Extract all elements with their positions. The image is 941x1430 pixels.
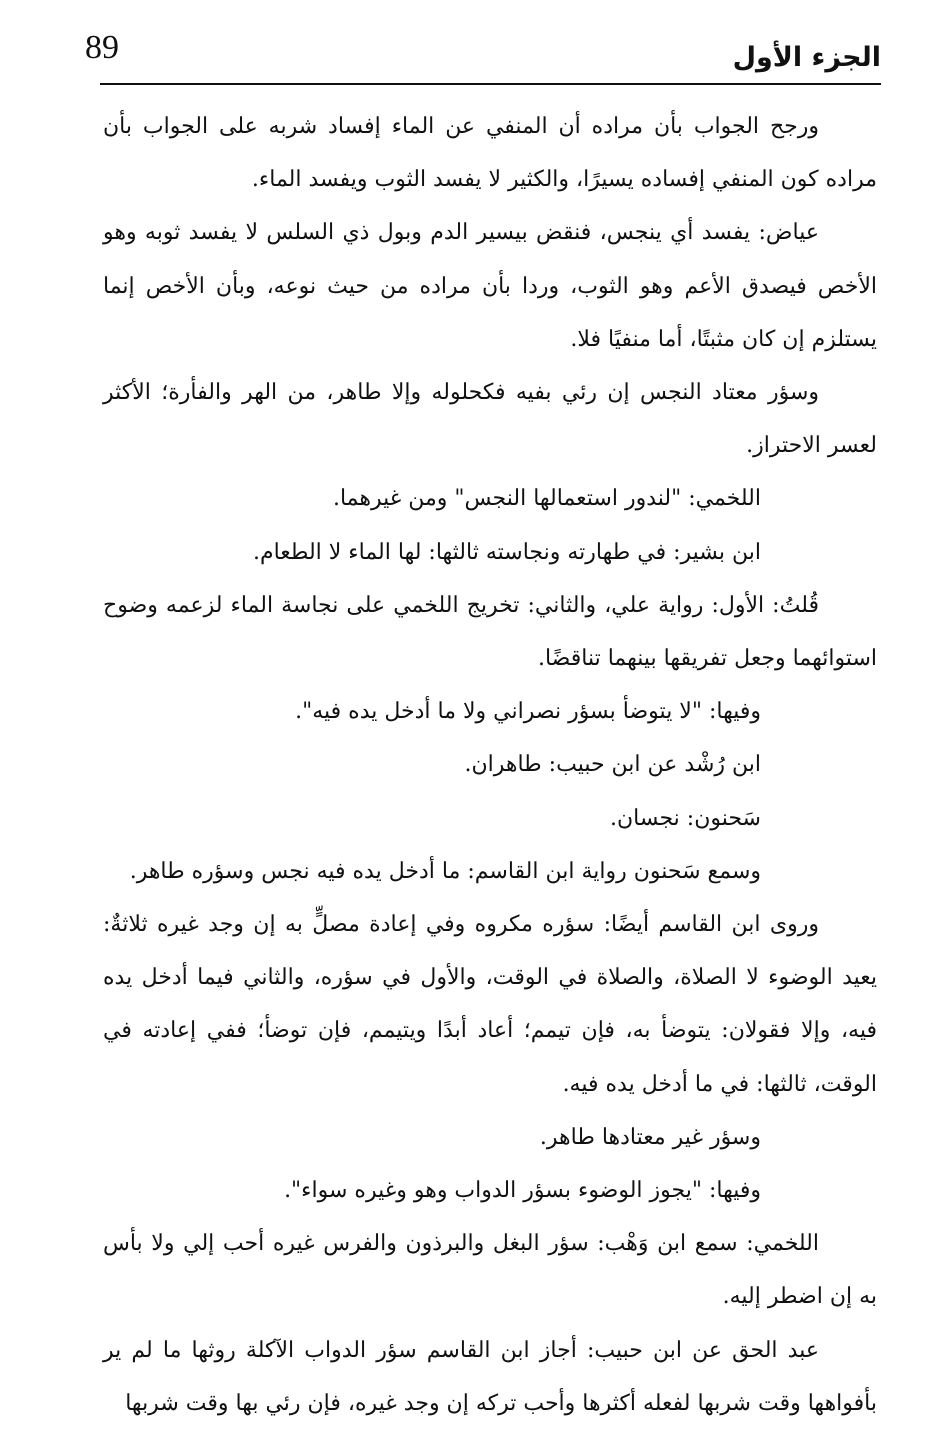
paragraph: وسؤر معتاد النجس إن رئي بفيه فكحلوله وإلا طاهر، من الهر والفأرة؛ الأكثر لعسر الاحتراز. [103, 380, 877, 459]
paragraph: قُلتُ: الأول: رواية علي، والثاني: تخريج اللخمي على نجاسة الماء لزعمه وضوح استوائهما وجعل تفريقها بينهما تناقضًا. [103, 592, 877, 672]
paragraph: ابن رُشْد عن ابن حبيب: طاهران. [464, 752, 761, 778]
paragraph: عياض: يفسد أي ينجس، فنقض بيسير الدم وبول ذي السلس لا يفسد ثوبه وهو الأخص فيصدق الأعم وهو الثوب، وردا بأن مراده من حيث نوعه، وبأن الأخص إنما يستلزم إن كان مثبتًا، أما منفيًا فلا. [103, 220, 877, 352]
paragraph: ابن بشير: في طهارته ونجاسته ثالثها: لها الماء لا الطعام. [252, 539, 761, 565]
paragraph: وفيها: "لا يتوضأ بسؤر نصراني ولا ما أدخل يده فيه". [295, 699, 761, 725]
running-head: الجزء الأول [732, 42, 881, 73]
paragraph: اللخمي: سمع ابن وَهْب: سؤر البغل والبرذون والفرس غيره أحب إلي ولا بأس به إن اضطر إليه. [103, 1231, 877, 1310]
paragraph: سَحنون: نجسان. [609, 805, 761, 831]
paragraph: وروى ابن القاسم أيضًا: سؤره مكروه وفي إعادة مصلٍّ به إن وجد غيره ثلاثةٌ: يعيد الوضوء لا الصلاة، والصلاة في الوقت، والأول في سؤره، والثاني فيما أدخل يده فيه، وإلا فقولان: يتوضأ به، فإن تيمم؛ أعاد أبدًا ويتيمم، فإن توضأ؛ ففي إعادته في الوقت، ثالثها: في ما أدخل يده فيه. [103, 912, 877, 1097]
paragraph: اللخمي: "لندور استعمالها النجس" ومن غيرهما. [332, 486, 761, 512]
paragraph: وسؤر غير معتادها طاهر. [539, 1124, 761, 1150]
paragraph: عبد الحق عن ابن حبيب: أجاز ابن القاسم سؤر الدواب الآكلة روثها ما لم ير بأفواهها وقت شربها لفعله أكثرها وأحب تركه إن وجد غيره، فإن رئي بها وقت شربها [103, 1337, 877, 1416]
paragraph: وسمع سَحنون رواية ابن القاسم: ما أدخل يده فيه نجس وسؤره طاهر. [129, 858, 761, 884]
paragraph: وفيها: "يجوز الوضوء بسؤر الدواب وهو وغيره سواء". [284, 1178, 761, 1204]
body-text [103, 100, 877, 1430]
paragraph: ورجح الجواب بأن مراده أن المنفي عن الماء إفساد شربه على الجواب بأن مراده كون المنفي إفساده يسيرًا، والكثير لا يفسد الثوب ويفسد الماء. [103, 114, 877, 193]
page-number: 89 [85, 29, 119, 66]
header-rule [100, 83, 881, 85]
